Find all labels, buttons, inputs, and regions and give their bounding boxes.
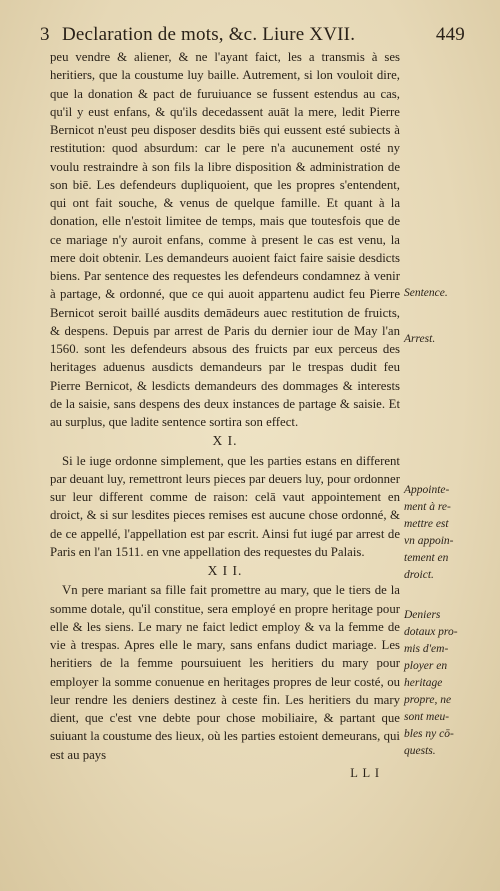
page-number: 449 — [435, 24, 465, 45]
main-text — [50, 48, 400, 782]
margin-line: bles ny cō- — [404, 728, 454, 740]
paragraph-continuation: peu vendre & aliener, & ne l'ayant faict, les a transmis à ses heritiers, que la coustume luy baille. Autrement, si lon vouloit dire, que la donation & pact de furuiuance se fussent estendus au cas, qu'il y eust enfans, & qu'ils decedassent auāt la mere, ledit Pierre Bernicot n'eust peu disposer desdits biēs qui eussent esté subiects à restitution: quod absurdum: car le pere n'a aucunement osté ny voulu restraindre à son fils la libre disposition & administration de son biē. Les defendeurs dupliquoient, que les propres s'entendent, qui ont fait souche, & venus de quelque famille. Et quant à la donation, elle n'estoit limitee de temps, mais que toutesfois que de ce mariage n'y auroit enfans, comme à present le cas est venu, la mere doit obtenir. Les demandeurs auoient faict faire saisie desdicts biens. Par sentence des requestes les defendeurs condamnez à venir à partage, & ordonné, que ce qui auoit appartenu audict feu Pierre Bernicot seroit baillé ausdits demādeurs auec restitution de fruicts, & despens. Depuis par arrest de Paris du dernier iour de May l'an 1560. sont les defendeurs absous des fruicts par eux perceus des heritages aduenus ausdicts demandeurs par le trespas dudit feu Pierre Bernicot, & lesdicts demandeurs des dommages & interests de la saisie, sans despens des deux instances de partage & saisie. Et au surplus, que ladite sentence sortira son effect. — [50, 50, 400, 429]
margin-line: mettre est — [404, 518, 449, 530]
margin-line: vn appoin- — [404, 535, 454, 547]
margin-line: sont meu- — [404, 711, 450, 723]
margin-line: quests. — [404, 745, 436, 757]
margin-line: dotaux pro- — [404, 626, 458, 638]
margin-line: Deniers — [404, 609, 441, 621]
signature-mark: L L I — [350, 765, 380, 780]
signature-number: 3 — [40, 24, 50, 45]
section-number-xii: X I I. — [207, 563, 243, 578]
margin-line: Appointe- — [404, 484, 450, 496]
margin-line: propre, ne — [404, 694, 452, 706]
margin-line: Sentence. — [404, 287, 448, 299]
section-number-xi: X I. — [212, 433, 238, 449]
margin-note-deniers — [404, 607, 494, 760]
margin-line: mis d'em- — [404, 643, 449, 655]
margin-line: tement en — [404, 552, 449, 564]
margin-note-appointement — [404, 482, 494, 584]
margin-note-arrest — [404, 331, 494, 348]
running-title: Declaration de mots, &c. Liure XVII. — [62, 24, 356, 45]
margin-line: ment à re- — [404, 501, 451, 513]
paragraph-xii: Vn pere mariant sa fille fait promettre au mary, que le tiers de la somme dotale, qu'il constitue, sera employé en propre heritage pour elle & les siens. Le mary ne faict ledict employ & va la femme de vie à trespas. Apres elle le mary, sans enfans dudict mariage. Les heritiers de la femme poursuiuent les heritiers du mary pour employer la somme conuenue en heritages propres de leur costé, ou leur rendre les deniers destinez à ceste fin. Les heritiers du mary dient, que c'est vne debte pour chose mobiliaire, & partant que suiuant la coustume des lieux, où les parties estoient demeurans, qui est au pays — [50, 583, 400, 762]
margin-line: heritage — [404, 677, 443, 689]
margin-note-sentence — [404, 285, 494, 302]
margin-line: Arrest. — [404, 333, 436, 345]
paragraph-xi: Si le iuge ordonne simplement, que les parties estans en different par deuant luy, remettront leurs pieces par deuers luy, pour ordonner sur leur different comme de raison: celā vaut appointement en droict, & si sur lesdites pieces remises est aucune chose ordonné, & de ce appellé, l'appellation est par escrit. Ainsi fut iugé par arrest de Paris en l'an 1511. en vne appellation des requestes du Palais. — [50, 453, 400, 559]
margin-line: ployer en — [404, 660, 448, 672]
margin-line: droict. — [404, 569, 434, 581]
